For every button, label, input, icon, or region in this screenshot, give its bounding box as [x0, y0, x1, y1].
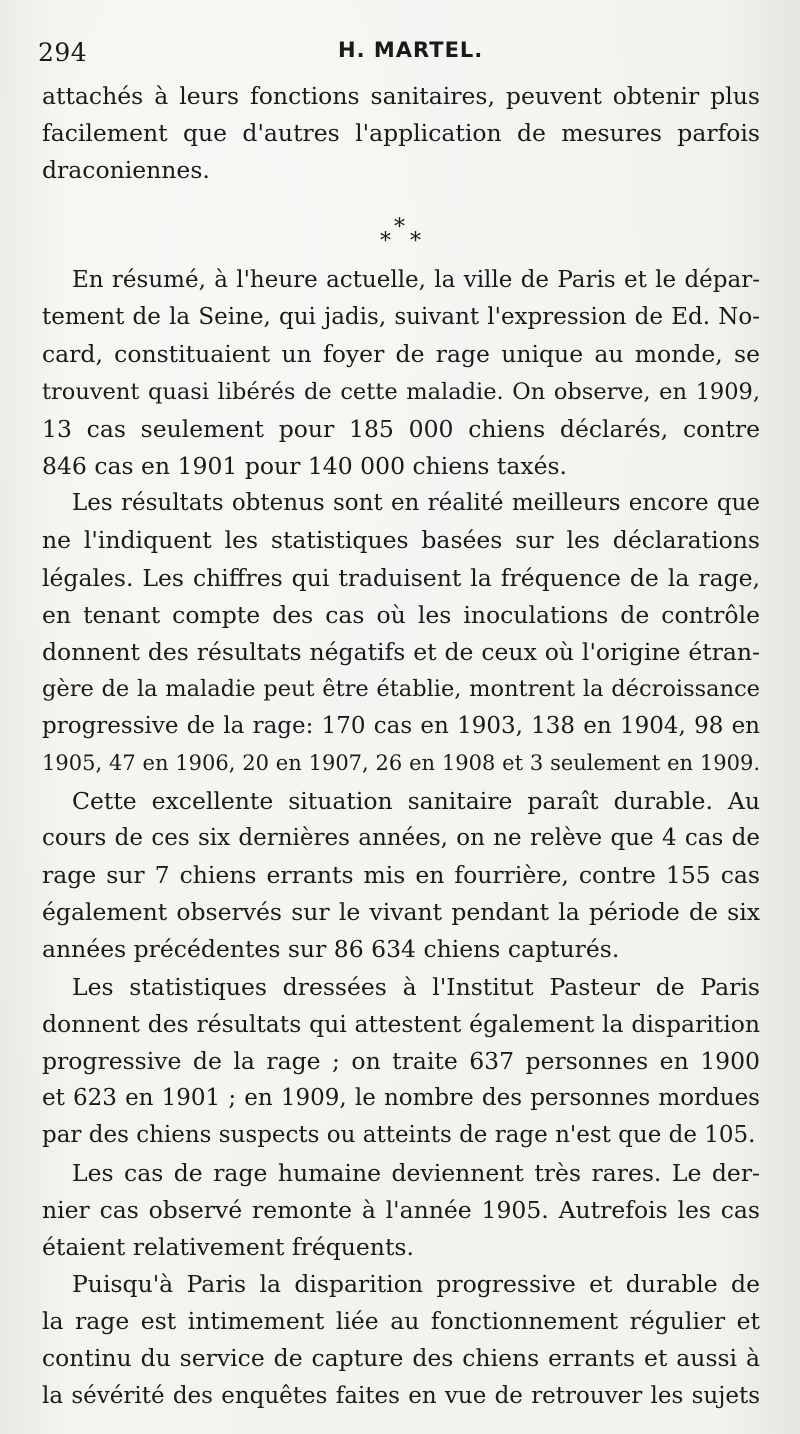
text-line: 13 cas seulement pour 185 000 chiens déclarés, contre: [42, 414, 760, 443]
asterisk: *: [394, 215, 405, 240]
text-line: et 623 en 1901 ; en 1909, le nombre des personnes mordues: [42, 1085, 760, 1112]
text-line: Les statistiques dressées à l'Institut Pasteur de Paris: [72, 972, 760, 1001]
text-line: Les résultats obtenus sont en réalité meilleurs encore que: [72, 490, 760, 517]
text-line: continu du service de capture des chiens errants et aussi à: [42, 1344, 760, 1373]
running-head: H. MARTEL.: [338, 38, 484, 62]
text-line: par des chiens suspects ou atteints de rage n'est que de 105.: [42, 1122, 756, 1149]
text-line: progressive de la rage: 170 cas en 1903, 138 en 1904, 98 en: [42, 713, 760, 740]
text-line: En résumé, à l'heure actuelle, la ville de Paris et le dépar-: [72, 267, 760, 293]
text-line: ne l'indiquent les statistiques basées sur les déclarations: [42, 526, 760, 555]
text-line: la rage est intimement liée au fonctionnement régulier et: [42, 1307, 760, 1336]
section-asterism: [380, 215, 430, 255]
text-line: draconiennes.: [42, 156, 210, 185]
text-line: années précédentes sur 86 634 chiens capturés.: [42, 935, 620, 964]
text-line: Les cas de rage humaine deviennent très rares. Le der-: [72, 1158, 760, 1187]
page-number: 294: [38, 38, 88, 67]
text-line: tement de la Seine, qui jadis, suivant l'expression de Ed. No-: [42, 304, 760, 331]
text-line: Puisqu'à Paris la disparition progressive et durable de: [72, 1270, 760, 1299]
text-line: facilement que d'autres l'application de mesures parfois: [42, 119, 760, 148]
text-line: également observés sur le vivant pendant la période de six: [42, 898, 760, 927]
body-text: [42, 262, 760, 1415]
text-line: 1905, 47 en 1906, 20 en 1907, 26 en 1908 et 3 seulement en 1909.: [42, 751, 760, 776]
text-line: rage sur 7 chiens errants mis en fourrière, contre 155 cas: [42, 861, 760, 889]
text-line: la sévérité des enquêtes faites en vue de retrouver les sujets: [42, 1382, 760, 1409]
text-line: donnent des résultats qui attestent également la disparition: [42, 1009, 760, 1038]
text-line: 846 cas en 1901 pour 140 000 chiens taxés.: [42, 451, 568, 480]
text-line: trouvent quasi libérés de cette maladie. On observe, en 1909,: [42, 378, 760, 405]
text-line: attachés à leurs fonctions sanitaires, peuvent obtenir plus: [42, 82, 760, 110]
text-line: étaient relativement fréquents.: [42, 1232, 414, 1261]
asterisk: *: [380, 229, 391, 254]
text-line: donnent des résultats négatifs et de ceux où l'origine étran-: [42, 637, 760, 666]
text-line: cours de ces six dernières années, on ne relève que 4 cas de: [42, 824, 760, 851]
text-line: card, constituaient un foyer de rage unique au monde, se: [42, 340, 760, 369]
text-line: en tenant compte des cas où les inoculations de contrôle: [42, 600, 760, 629]
text-line: gère de la maladie peut être établie, montrent la décroissance: [42, 676, 760, 703]
text-line: progressive de la rage ; on traite 637 personnes en 1900: [42, 1046, 760, 1075]
page-header: [38, 34, 762, 74]
text-line: nier cas observé remonte à l'année 1905. Autrefois les cas: [42, 1195, 760, 1224]
text-line: Cette excellente situation sanitaire paraît durable. Au: [72, 786, 760, 815]
carryover-paragraph: [42, 78, 760, 190]
text-line: légales. Les chiffres qui traduisent la fréquence de la rage,: [42, 563, 760, 592]
asterisk: *: [410, 229, 421, 254]
